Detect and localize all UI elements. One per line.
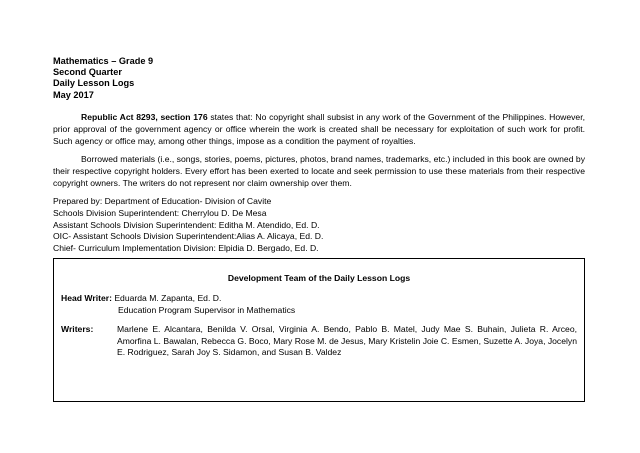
credit-line: OIC- Assistant Schools Division Superintendent:Alias A. Alicaya, Ed. D. bbox=[53, 231, 324, 242]
header-subject: Mathematics – Grade 9 bbox=[53, 56, 154, 66]
writers-names: Marlene E. Alcantara, Benilda V. Orsal, Virginia A. Bendo, Pablo B. Matel, Judy Mae S. Buhain, Julieta R. Arceo, Amorfina L. Bawalan, Rebecca G. Boco, Mary Rose M. de Jesus, Mary Kristelin Joie C. Esmen, Suzette A. Joya, Jocelyn E. Rodriguez, Sarah Joy S. Sidamon, and Susan B. Valdez bbox=[117, 324, 577, 358]
development-team-box bbox=[53, 258, 585, 402]
header-quarter: Second Quarter bbox=[53, 67, 122, 78]
header-date: May 2017 bbox=[53, 89, 94, 100]
head-writer-name: Eduarda M. Zapanta, Ed. D. bbox=[111, 293, 222, 303]
head-writer-position: Education Program Supervisor in Mathematics bbox=[118, 305, 296, 315]
credit-line: Assistant Schools Division Superintendent: Editha M. Atendido, Ed. D. bbox=[53, 219, 320, 230]
borrowed-materials-paragraph bbox=[53, 154, 585, 189]
head-writer-label: Head Writer: bbox=[61, 293, 112, 303]
team-title: Development Team of the Daily Lesson Logs bbox=[227, 273, 411, 283]
credit-line: Prepared by: Department of Education- Division of Cavite bbox=[53, 196, 272, 206]
credit-line: Chief- Curriculum Implementation Division: Elpidia D. Bergado, Ed. D. bbox=[53, 243, 319, 254]
head-writer-row bbox=[61, 293, 221, 305]
header-title: Daily Lesson Logs bbox=[53, 78, 135, 89]
copyright-text: states that: No copyright shall subsist in any work of the Government of the Philippines. However, prior approval of the government agency or office wherein the work is created shall be necessary for exploitation of such work for profit. Such agency or office may, among other things, impose as a condition the payment of royalties. bbox=[53, 112, 585, 146]
copyright-law-reference: Republic Act 8293, section 176 bbox=[81, 112, 208, 122]
credits-list bbox=[53, 196, 323, 255]
writers-label: Writers: bbox=[61, 324, 94, 334]
copyright-paragraph bbox=[53, 112, 585, 147]
credit-line: Schools Division Superintendent: Cherrylou D. De Mesa bbox=[53, 207, 267, 218]
document-header bbox=[53, 56, 153, 101]
borrowed-materials-text: Borrowed materials (i.e., songs, stories, poems, pictures, photos, brand names, trademarks, etc.) included in this book are owned by their respective copyright holders. Every effort has been exerted to locate and seek permission to use these materials from their respective copyright owners. The writers do not represent nor claim ownership over them. bbox=[53, 154, 585, 188]
